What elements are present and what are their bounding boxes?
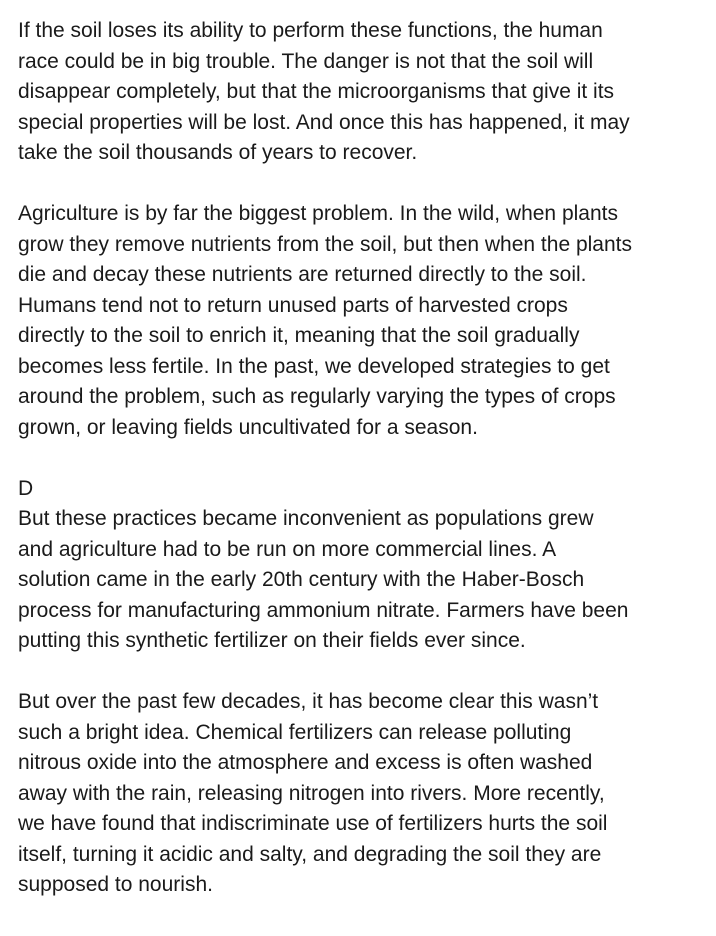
text-line: Agriculture is by far the biggest problem. In the wild, when plants	[18, 202, 618, 225]
section-letter: D	[18, 476, 34, 500]
text-line: But over the past few decades, it has become clear this wasn’t	[18, 690, 599, 713]
text-line: directly to the soil to enrich it, meaning that the soil gradually	[18, 324, 580, 347]
text-line: grown, or leaving fields uncultivated for a season.	[18, 415, 478, 439]
text-line: die and decay these nutrients are returned directly to the soil.	[18, 263, 587, 286]
text-line: solution came in the early 20th century with the Haber-Bosch	[18, 568, 585, 591]
paragraph-soil-functions	[18, 16, 710, 169]
paragraph-spacer	[18, 657, 710, 688]
text-line: nitrous oxide into the atmosphere and excess is often washed	[18, 751, 593, 774]
text-line: becomes less fertile. In the past, we developed strategies to get	[18, 354, 610, 378]
text-line: race could be in big trouble. The danger is not that the soil will	[18, 49, 594, 73]
text-line: and agriculture had to be run on more commercial lines. A	[18, 537, 557, 561]
text-line: itself, turning it acidic and salty, and degrading the soil they are	[18, 842, 602, 866]
text-line: such a bright idea. Chemical fertilizers can release polluting	[18, 720, 572, 744]
paragraph-fertilizer-harm	[18, 687, 710, 901]
paragraph-spacer	[18, 443, 710, 474]
text-line: process for manufacturing ammonium nitrate. Farmers have been	[18, 598, 629, 622]
text-line: supposed to nourish.	[18, 873, 213, 896]
text-line: Humans tend not to return unused parts of harvested crops	[18, 293, 568, 317]
text-line: putting this synthetic fertilizer on their fields ever since.	[18, 629, 526, 652]
text-line: But these practices became inconvenient as populations grew	[18, 507, 594, 530]
text-line: grow they remove nutrients from the soil, but then when the plants	[18, 232, 632, 256]
text-line: special properties will be lost. And once this has happened, it may	[18, 110, 630, 134]
paragraph-spacer	[18, 169, 710, 200]
text-line: away with the rain, releasing nitrogen into rivers. More recently,	[18, 781, 605, 805]
text-line: take the soil thousands of years to recover.	[18, 141, 418, 164]
paragraph-haber-bosch	[18, 504, 710, 657]
paragraph-agriculture	[18, 199, 710, 443]
document-body	[18, 16, 710, 901]
text-line: If the soil loses its ability to perform these functions, the human	[18, 19, 603, 42]
text-line: around the problem, such as regularly varying the types of crops	[18, 385, 616, 408]
text-line: we have found that indiscriminate use of fertilizers hurts the soil	[18, 812, 608, 835]
text-line: disappear completely, but that the microorganisms that give it its	[18, 80, 615, 103]
